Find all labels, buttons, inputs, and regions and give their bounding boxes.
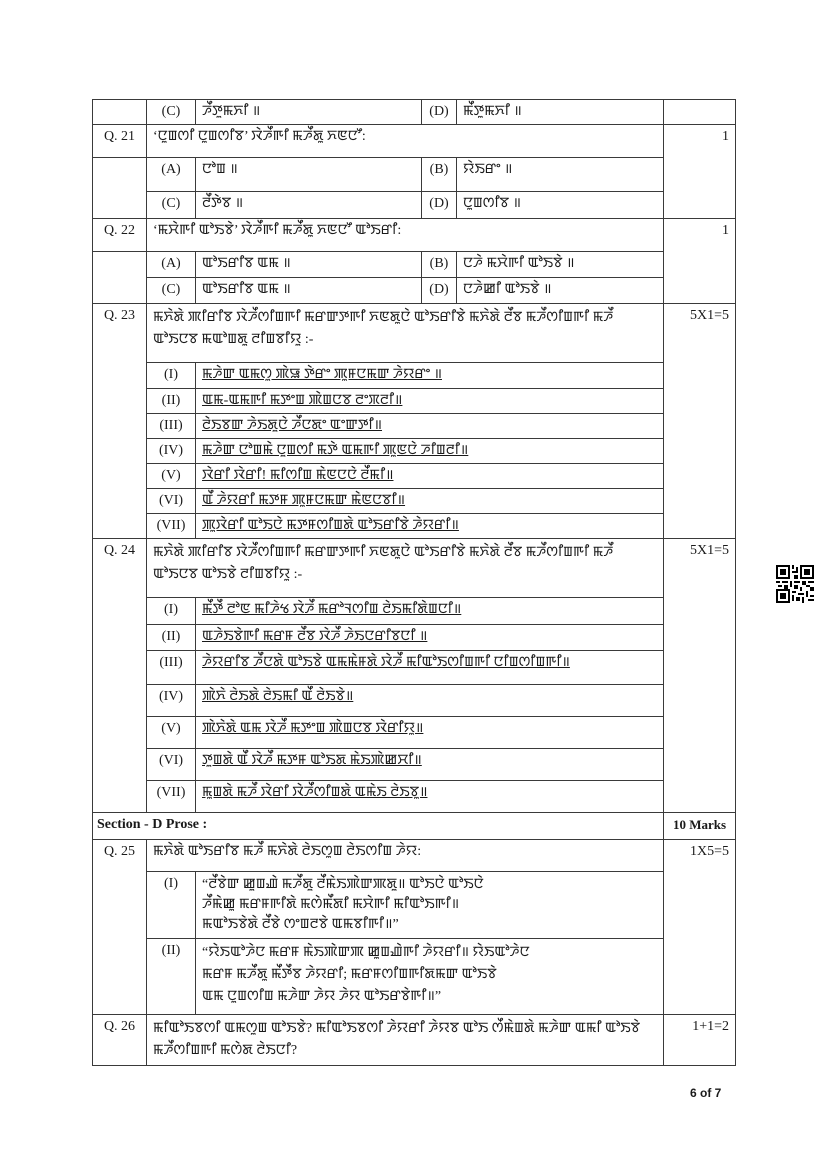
option-d-text: ꯅꯨꯡꯁꯤꯕ ॥ (457, 192, 664, 219)
table-row (93, 840, 736, 872)
item-label: (I) (147, 363, 196, 389)
question-number: Q. 24 (93, 539, 147, 813)
question-number: Q. 21 (93, 125, 147, 158)
passage-text: “ꯌꯥꯏꯑꯣꯍꯥꯅ ꯃꯔꯝ ꯃꯥꯏꯄꯥꯛꯄ ꯀꯨꯡꯉꯥꯒꯤ ꯍꯥꯌꯔꯤ॥ ꯌꯥꯏꯑꯣꯍꯥꯅ ꯃꯔꯝ ꯃꯍꯩꯗꯨ ꯃꯩꯇꯩꯕ ꯍꯥꯌꯔꯤ; ꯃꯔꯝꯁꯤꯡꯒꯤꯗꯃꯛ ꯑꯣꯏꯕꯥ ꯑꯃ ꯅꯨꯡꯁꯤꯡ ꯃꯍꯥꯛ ꯍꯥꯌ ꯍꯥꯌ ꯑꯣꯏꯔꯕꯥꯒꯤ॥” (196, 939, 664, 1015)
question-text: ꯃꯈꯥꯗꯥ ꯄꯤꯔꯤꯕ ꯋꯥꯍꯩꯁꯤꯡꯒꯤ ꯃꯔꯛꯇꯒꯤ ꯈꯟꯗꯨꯅꯥ ꯑꯣꯏꯔꯤꯕꯥ ꯃꯈꯥꯗꯥ ꯂꯩꯕ ꯃꯍꯩꯁꯤꯡꯒꯤ ꯃꯍꯩ ꯑꯣꯏꯅꯕ ꯑꯣꯏꯕꯥ ꯂꯤꯡꯕꯤꯌꯨ :- (147, 539, 664, 598)
qr-code-icon (776, 565, 814, 603)
table-row (93, 651, 736, 685)
question-marks: 1 (664, 125, 736, 219)
item-text: ꯃꯍꯥꯛ ꯅꯣꯡꯃꯥ ꯅꯨꯡꯁꯤ ꯃꯇꯥ ꯑꯃꯒꯤ ꯄꯨꯟꯅꯥ ꯍꯤꯡꯂꯤ॥ (196, 439, 664, 464)
table-row (93, 439, 736, 464)
item-text: ꯂꯥꯏꯕꯛ ꯍꯥꯏꯗꯨꯅꯥ ꯍꯩꯅꯗꯦ ꯑꯦꯛꯇꯤ॥ (196, 414, 664, 439)
table-row (93, 464, 736, 489)
item-text: ꯑꯩ ꯍꯥꯌꯔꯤ ꯃꯇꯝ ꯄꯨꯝꯅꯃꯛ ꯃꯥꯟꯅꯕꯤ॥ (196, 489, 664, 514)
question-number: Q. 22 (93, 219, 147, 252)
option-d-text: ꯃꯩꯇꯨꯃꯈꯤ ॥ (457, 100, 664, 125)
item-label: (IV) (147, 439, 196, 464)
option-c-text: ꯂꯩꯇꯥꯕ ॥ (196, 192, 422, 219)
question-text: ꯃꯤꯑꯣꯏꯕꯁꯤ ꯑꯃꯁꯨꯡ ꯑꯣꯏꯕꯥ? ꯃꯤꯑꯣꯏꯕꯁꯤ ꯍꯥꯌꯔꯤ ꯍꯥꯌꯕ ꯑꯣꯏ ꯁꯩꯃꯥꯡꯗꯥ ꯃꯍꯥꯛ ꯑꯃꯤ ꯑꯣꯏꯕꯥ ꯃꯍꯩꯁꯤꯡꯒꯤ ꯃꯁꯥꯗ ꯂꯥꯏꯅꯤ? (147, 1015, 664, 1066)
table-row (93, 158, 736, 192)
item-label: (V) (147, 717, 196, 749)
item-label: (III) (147, 651, 196, 685)
table-row (93, 539, 736, 598)
table-row (93, 125, 736, 158)
option-a-label: (A) (147, 158, 196, 192)
item-text: ꯄꯨꯋꯥꯔꯤ ꯑꯣꯏꯅꯥ ꯃꯇꯝꯁꯤꯡꯗꯥ ꯑꯣꯏꯔꯤꯕꯥ ꯍꯥꯌꯔꯤ॥ (196, 514, 664, 539)
passage-text: “ꯂꯩꯕꯥꯛ ꯀꯨꯡꯉꯥ ꯃꯍꯩꯗꯨ ꯂꯩꯃꯥꯏꯄꯥꯛꯄꯗꯨ॥ ꯑꯣꯏꯅꯥ ꯑꯣꯏꯅꯥ ꯍꯩꯃꯥꯀꯨ ꯃꯔꯝꯒꯤꯗꯥ ꯃꯁꯥꯃꯩꯗꯤ ꯃꯆꯥꯒꯤ ꯃꯤꯑꯣꯏꯒꯤ॥ ꯃꯑꯣꯏꯕꯥꯗꯥ ꯂꯩꯕꯥ ꯁꯦꯡꯂꯕꯥ ꯑꯃꯕꯤꯒꯤ॥” (196, 872, 664, 939)
table-row (93, 363, 736, 389)
question-number: Q. 25 (93, 840, 147, 1015)
question-number-cell (93, 100, 147, 125)
question-text: ‘ꯃꯆꯥꯒꯤ ꯑꯣꯏꯕꯥ’ ꯋꯥꯍꯩꯒꯤ ꯃꯍꯩꯗꯨ ꯈꯟꯅꯧ ꯑꯣꯏꯔꯤ: (147, 219, 664, 252)
item-label: (I) (147, 598, 196, 625)
option-c-text: ꯍꯩꯇꯨꯃꯈꯤ ॥ (196, 100, 422, 125)
option-b-text: ꯌꯥꯏꯔꯦ ॥ (457, 158, 664, 192)
question-marks: 1X5=5 (664, 840, 736, 1015)
question-number: Q. 23 (93, 304, 147, 539)
question-text: ꯃꯈꯥꯗꯥ ꯄꯤꯔꯤꯕ ꯋꯥꯍꯩꯁꯤꯡꯒꯤ ꯃꯔꯛꯇꯒꯤ ꯈꯟꯗꯨꯅꯥ ꯑꯣꯏꯔꯤꯕꯥ ꯃꯈꯥꯗꯥ ꯂꯩꯕ ꯃꯍꯩꯁꯤꯡꯒꯤ ꯃꯍꯩ ꯑꯣꯏꯅꯕ ꯃꯑꯣꯡꯗꯨ ꯂꯤꯡꯕꯤꯌꯨ :- (147, 304, 664, 363)
table-row (93, 489, 736, 514)
table-row (93, 389, 736, 414)
section-header-row (93, 813, 736, 840)
table-row (93, 781, 736, 813)
item-label: (VII) (147, 514, 196, 539)
table-row (93, 414, 736, 439)
table-row (93, 749, 736, 781)
item-label: (II) (147, 389, 196, 414)
table-row (93, 278, 736, 304)
option-b-label: (B) (422, 158, 457, 192)
table-row (93, 192, 736, 219)
item-label: (III) (147, 414, 196, 439)
page-number: 6 of 7 (690, 1086, 722, 1100)
option-d-label: (D) (422, 100, 457, 125)
table-row (93, 219, 736, 252)
option-a-label: (A) (147, 252, 196, 278)
question-number: Q. 26 (93, 1015, 147, 1066)
option-d-label: (D) (422, 192, 457, 219)
item-text: ꯃꯍꯥꯛ ꯑꯃꯁꯨ ꯄꯥꯎ ꯇꯥꯔꯦ ꯄꯨꯝꯅꯃꯛ ꯍꯥꯌꯔꯦ ॥ (196, 363, 664, 389)
item-label: (V) (147, 464, 196, 489)
table-row (93, 939, 736, 1015)
table-row (93, 514, 736, 539)
question-marks: 5X1=5 (664, 539, 736, 813)
item-label: (VII) (147, 781, 196, 813)
question-number-cell (93, 252, 147, 304)
question-marks: 5X1=5 (664, 304, 736, 539)
option-a-text: ꯅꯣꯡ ॥ (196, 158, 422, 192)
item-label: (I) (147, 872, 196, 939)
option-b-text: ꯅꯍꯥ ꯃꯆꯥꯒꯤ ꯑꯣꯏꯕꯥ ॥ (457, 252, 664, 278)
table-row (93, 1015, 736, 1066)
option-d-text: ꯅꯍꯥꯀꯤ ꯑꯣꯏꯕꯥ ॥ (457, 278, 664, 304)
option-d-label: (D) (422, 278, 457, 304)
item-label: (VI) (147, 489, 196, 514)
table-row (93, 625, 736, 651)
question-marks: 1 (664, 219, 736, 304)
question-marks: 1+1=2 (664, 1015, 736, 1066)
marks-cell (664, 100, 736, 125)
table-row (93, 717, 736, 749)
item-text: ꯄꯥꯈꯥꯗꯥ ꯑꯃ ꯋꯥꯍꯩ ꯃꯇꯦꯡ ꯄꯥꯡꯅꯕ ꯋꯥꯔꯤꯌꯨ॥ (196, 717, 664, 749)
question-text: ꯃꯈꯥꯗꯥ ꯑꯣꯏꯔꯤꯕ ꯃꯍꯩ ꯃꯈꯥꯗꯥ ꯂꯥꯏꯁꯨꯡ ꯂꯥꯏꯁꯤꯡ ꯍꯥꯌ: (147, 840, 664, 872)
option-b-label: (B) (422, 252, 457, 278)
section-marks: 10 Marks (664, 813, 736, 840)
item-text: ꯋꯥꯔꯤ ꯋꯥꯔꯤ! ꯃꯤꯁꯤꯡ ꯃꯥꯟꯅꯅꯥ ꯂꯩꯃꯤ॥ (196, 464, 664, 489)
question-table (92, 99, 736, 1066)
item-text: ꯃꯩꯇꯩ ꯂꯣꯟ ꯃꯤꯍꯥꯠ ꯋꯥꯍꯩ ꯃꯔꯣꯜꯁꯤꯡ ꯂꯥꯏꯃꯤꯗꯥꯡꯅꯤ॥ (196, 598, 664, 625)
question-number-cell (93, 158, 147, 219)
item-label: (VI) (147, 749, 196, 781)
item-text: ꯇꯨꯡꯗꯥ ꯑꯩ ꯋꯥꯍꯩ ꯃꯇꯝ ꯑꯣꯏꯗ ꯃꯥꯏꯄꯥꯀꯆꯤ॥ (196, 749, 664, 781)
section-title: Section - D Prose : (93, 813, 664, 840)
option-c-label: (C) (147, 100, 196, 125)
table-row (93, 685, 736, 717)
table-row (93, 252, 736, 278)
option-c-label: (C) (147, 192, 196, 219)
table-row (93, 598, 736, 625)
option-c-label: (C) (147, 278, 196, 304)
item-text: ꯍꯥꯌꯔꯤꯕ ꯍꯩꯅꯗꯥ ꯑꯣꯏꯕꯥ ꯑꯃꯃꯥꯝꯗꯥ ꯋꯥꯍꯩ ꯃꯤꯑꯣꯏꯁꯤꯡꯒꯤ ꯅꯤꯡꯁꯤꯡꯒꯤ॥ (196, 651, 664, 685)
item-text: ꯑꯃ-ꯑꯃꯒꯤ ꯃꯇꯦꯡ ꯄꯥꯡꯅꯕ ꯂꯦꯞꯂꯤ॥ (196, 389, 664, 414)
item-text: ꯃꯨꯡꯗꯥ ꯃꯍꯩ ꯋꯥꯔꯤ ꯋꯥꯍꯩꯁꯤꯡꯗꯥ ꯑꯃꯥꯏ ꯂꯥꯏꯕꯨ॥ (196, 781, 664, 813)
item-text: ꯄꯥꯈꯥ ꯂꯥꯏꯗꯥ ꯂꯥꯏꯃꯤ ꯑꯩ ꯂꯥꯏꯕꯥ॥ (196, 685, 664, 717)
table-row (93, 100, 736, 125)
item-label: (IV) (147, 685, 196, 717)
option-a-text: ꯑꯣꯏꯔꯤꯕ ꯑꯃ ॥ (196, 252, 422, 278)
question-text: ‘ꯅꯨꯡꯁꯤ ꯅꯨꯡꯁꯤꯕ’ ꯋꯥꯍꯩꯒꯤ ꯃꯍꯩꯗꯨ ꯈꯟꯅꯧ: (147, 125, 664, 158)
item-label: (II) (147, 625, 196, 651)
item-label: (II) (147, 939, 196, 1015)
option-c-text: ꯑꯣꯏꯔꯤꯕ ꯑꯃ ॥ (196, 278, 422, 304)
item-text: ꯑꯍꯥꯏꯕꯥꯒꯤ ꯃꯔꯝ ꯂꯩꯕ ꯋꯥꯍꯩ ꯍꯥꯏꯅꯔꯤꯕꯅꯤ ॥ (196, 625, 664, 651)
table-row (93, 872, 736, 939)
table-row (93, 304, 736, 363)
